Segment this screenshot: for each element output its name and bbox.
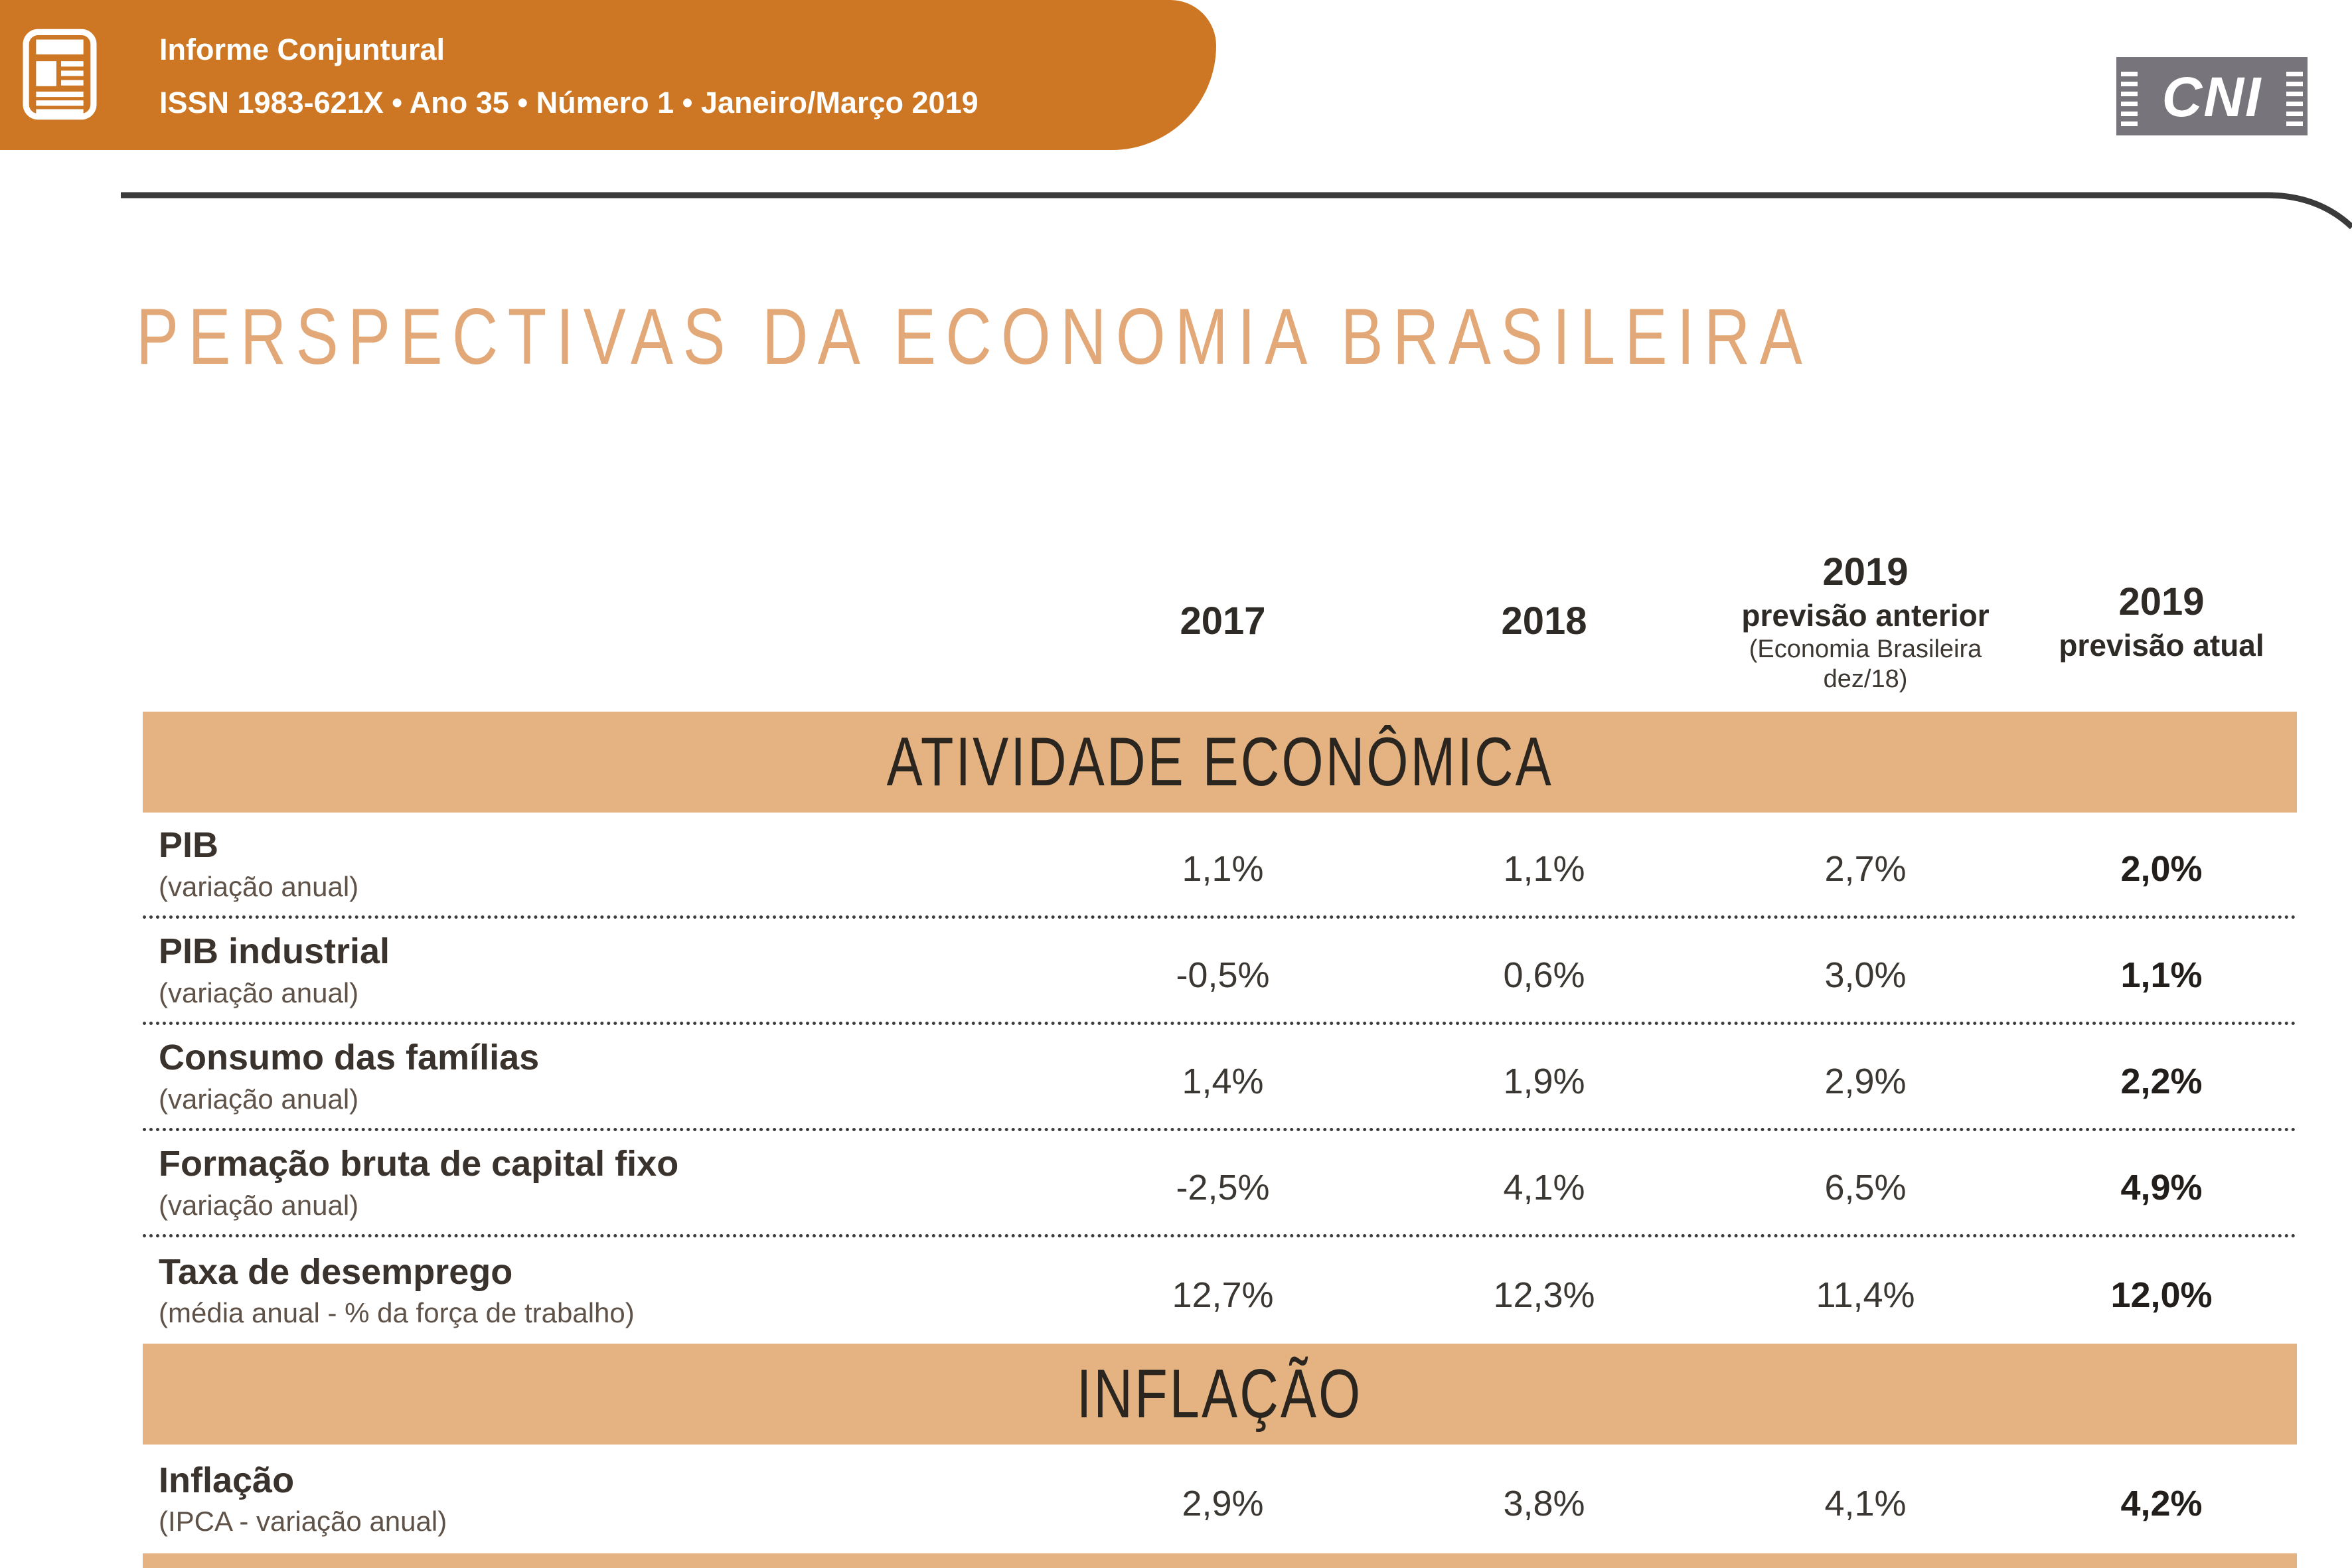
value-pib-2018: 1,1%: [1503, 848, 1585, 889]
value-formacao-2017: -2,5%: [1176, 1167, 1270, 1208]
section-header-partial: [143, 1553, 2297, 1568]
value-pib-industrial-2018: 0,6%: [1503, 955, 1585, 995]
row-sublabel: (IPCA - variação anual): [159, 1506, 447, 1537]
table-row-consumo-familias: [143, 1025, 2297, 1131]
row-label: Taxa de desemprego: [159, 1251, 513, 1292]
value-inflacao-2017: 2,9%: [1182, 1484, 1264, 1524]
newspaper-icon: [23, 28, 97, 121]
value-pib-2017: 1,1%: [1182, 848, 1264, 889]
value-desemprego-2018: 12,3%: [1493, 1275, 1595, 1315]
row-sublabel: (variação anual): [159, 1083, 359, 1115]
value-pib-industrial-2019-current: 1,1%: [2120, 955, 2203, 995]
table-row-pib: [143, 813, 2297, 919]
row-sublabel: (variação anual): [159, 977, 359, 1008]
value-consumo-2019-current: 2,2%: [2120, 1061, 2203, 1101]
value-pib-industrial-2019-previous: 3,0%: [1824, 955, 1907, 995]
value-inflacao-2019-current: 4,2%: [2120, 1484, 2203, 1524]
banner-title: Informe Conjuntural: [159, 33, 445, 66]
value-pib-industrial-2017: -0,5%: [1176, 955, 1270, 995]
section-header-atividade-economica: ATIVIDADE ECONÔMICA: [143, 712, 2297, 813]
column-header-2017: 2017: [1180, 599, 1266, 643]
value-formacao-2019-current: 4,9%: [2120, 1167, 2203, 1208]
value-desemprego-2019-current: 12,0%: [2110, 1275, 2213, 1315]
cni-logo: [2116, 57, 2308, 135]
value-consumo-2018: 1,9%: [1503, 1061, 1585, 1101]
table-row-inflacao: [143, 1445, 2297, 1553]
table-header-row: [143, 531, 2297, 712]
table-row-taxa-desemprego: [143, 1237, 2297, 1344]
row-sublabel: (variação anual): [159, 870, 359, 902]
cni-logo-text: CNI: [2161, 66, 2262, 128]
value-inflacao-2019-previous: 4,1%: [1824, 1484, 1907, 1524]
table-row-pib-industrial: [143, 919, 2297, 1025]
top-rule: [0, 191, 2352, 238]
column-header-2019-previous: 2019 previsão anterior (Economia Brasileira dez/18): [1741, 550, 1990, 693]
column-header-2018: 2018: [1501, 599, 1587, 643]
row-label: Formação bruta de capital fixo: [159, 1144, 679, 1184]
table-row-formacao-bruta: [143, 1131, 2297, 1237]
row-label: PIB: [159, 825, 219, 866]
section-header-inflacao: INFLAÇÃO: [143, 1344, 2297, 1445]
row-sublabel: (média anual - % da força de trabalho): [159, 1297, 635, 1329]
row-label: Consumo das famílias: [159, 1038, 540, 1078]
row-sublabel: (variação anual): [159, 1189, 359, 1221]
row-label: Inflação: [159, 1460, 295, 1500]
page-title: PERSPECTIVAS DA ECONOMIA BRASILEIRA: [136, 292, 1812, 381]
value-formacao-2018: 4,1%: [1503, 1167, 1585, 1208]
value-desemprego-2019-previous: 11,4%: [1816, 1275, 1915, 1315]
value-pib-2019-current: 2,0%: [2120, 848, 2203, 889]
column-header-2019-current: 2019 previsão atual: [2059, 580, 2264, 663]
value-inflacao-2018: 3,8%: [1503, 1484, 1585, 1524]
perspectives-table: [143, 531, 2297, 1568]
value-consumo-2017: 1,4%: [1182, 1061, 1264, 1101]
row-label: PIB industrial: [159, 931, 390, 972]
value-desemprego-2017: 12,7%: [1172, 1275, 1274, 1315]
banner-subtitle: ISSN 1983-621X • Ano 35 • Número 1 • Janeiro/Março 2019: [159, 86, 979, 119]
column-header-spacer: [143, 531, 1062, 712]
value-formacao-2019-previous: 6,5%: [1824, 1167, 1907, 1208]
value-consumo-2019-previous: 2,9%: [1824, 1061, 1907, 1101]
header-banner: [0, 0, 1216, 150]
value-pib-2019-previous: 2,7%: [1824, 848, 1907, 889]
banner-text: [159, 35, 979, 118]
